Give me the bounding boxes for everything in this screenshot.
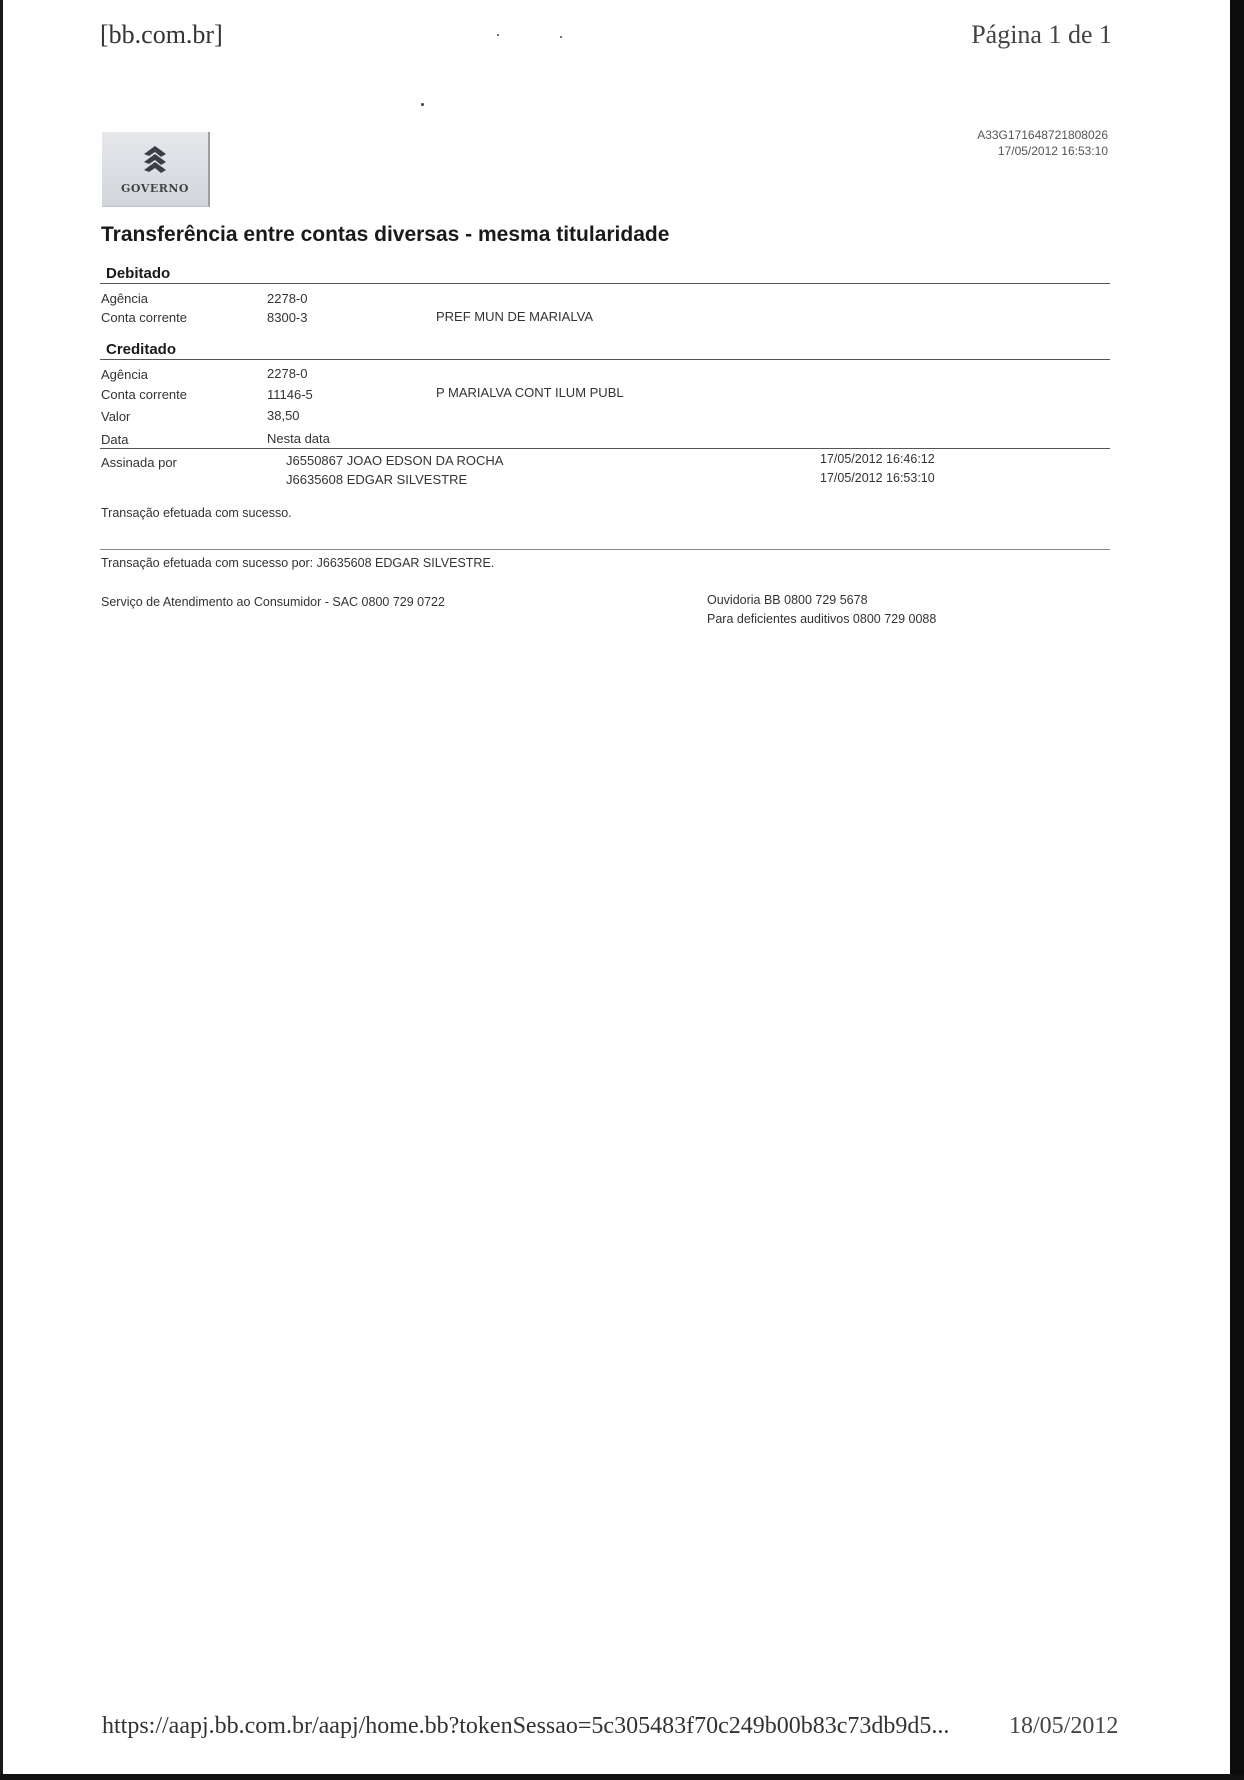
debitado-agencia: 2278-0 bbox=[267, 291, 308, 306]
valor-amount: 38,50 bbox=[267, 408, 300, 423]
debitado-conta-label: Conta corrente bbox=[101, 310, 187, 325]
creditado-heading: Creditado bbox=[106, 341, 177, 358]
scan-speck bbox=[421, 103, 424, 106]
sac-contact: Serviço de Atendimento ao Consumidor - SAC 0800 729 0722 bbox=[101, 595, 445, 609]
page-title: Transferência entre contas diversas - mesma titularidade bbox=[101, 223, 670, 246]
scan-edge-left bbox=[0, 0, 3, 1780]
ouvidoria-contact: Ouvidoria BB 0800 729 5678 bbox=[707, 593, 868, 607]
bank-logo bbox=[102, 132, 210, 207]
valor-label: Valor bbox=[101, 409, 131, 424]
divider bbox=[100, 359, 1110, 360]
debitado-heading: Debitado bbox=[106, 265, 171, 282]
scan-speck bbox=[560, 36, 562, 38]
assinada-por-label: Assinada por bbox=[101, 455, 177, 470]
debitado-conta: 8300-3 bbox=[267, 310, 308, 325]
document-timestamp: 17/05/2012 16:53:10 bbox=[997, 144, 1108, 158]
success-message: Transação efetuada com sucesso. bbox=[101, 506, 292, 520]
debitado-titular: PREF MUN DE MARIALVA bbox=[436, 309, 593, 324]
signer-timestamp: 17/05/2012 16:53:10 bbox=[820, 471, 935, 485]
bb-logo-icon bbox=[138, 140, 172, 178]
data-label: Data bbox=[101, 432, 129, 447]
browser-footer-url: https://aapj.bb.com.br/aapj/home.bb?tokenSessao=5c305483f70c249b00b83c73db9d5... bbox=[102, 1713, 950, 1739]
divider bbox=[100, 549, 1110, 550]
document-code-block bbox=[977, 127, 1108, 159]
creditado-agencia-label: Agência bbox=[101, 367, 148, 382]
divider bbox=[100, 283, 1110, 284]
scan-edge-right bbox=[1230, 0, 1244, 1780]
logo-text: GOVERNO bbox=[121, 182, 189, 195]
deficientes-contact: Para deficientes auditivos 0800 729 0088 bbox=[707, 612, 937, 626]
page-number: Página 1 de 1 bbox=[971, 20, 1112, 49]
browser-footer-date: 18/05/2012 bbox=[1009, 1713, 1119, 1739]
debitado-agencia-label: Agência bbox=[101, 291, 148, 306]
creditado-conta-label: Conta corrente bbox=[101, 387, 187, 402]
signer-name: J6550867 JOAO EDSON DA ROCHA bbox=[286, 453, 504, 468]
creditado-agencia: 2278-0 bbox=[267, 366, 308, 381]
creditado-titular: P MARIALVA CONT ILUM PUBL bbox=[436, 385, 624, 400]
scan-edge-bottom bbox=[0, 1774, 1244, 1780]
document-code: A33G171648721808026 bbox=[977, 128, 1108, 142]
browser-site-label: [bb.com.br] bbox=[100, 20, 223, 49]
divider bbox=[100, 448, 1110, 449]
signer-timestamp: 17/05/2012 16:46:12 bbox=[820, 452, 935, 466]
scan-speck bbox=[497, 34, 499, 36]
data-value: Nesta data bbox=[267, 431, 330, 446]
signer-name: J6635608 EDGAR SILVESTRE bbox=[286, 472, 468, 487]
success-by-message: Transação efetuada com sucesso por: J6635608 EDGAR SILVESTRE. bbox=[101, 556, 495, 570]
creditado-conta: 11146-5 bbox=[267, 387, 313, 402]
